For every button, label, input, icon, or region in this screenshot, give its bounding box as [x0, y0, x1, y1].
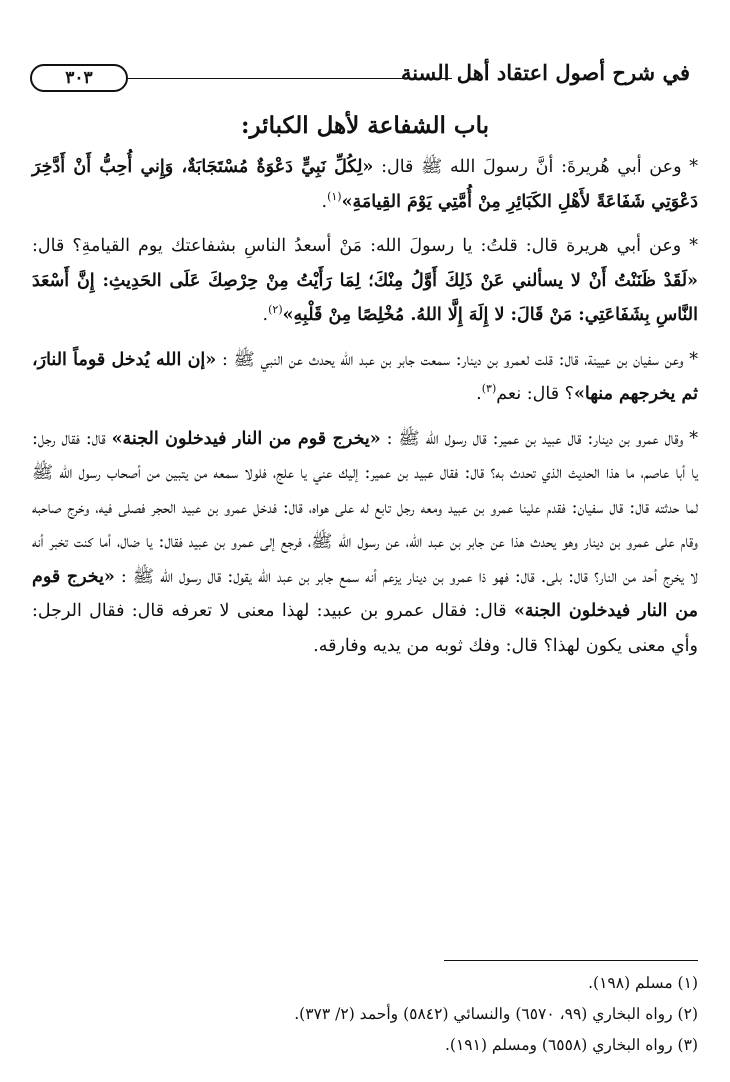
footnotes — [30, 968, 698, 1061]
paragraph-text: * وعن أبي هُريرةَ: أنَّ رسولَ الله ﷺ قال: — [373, 157, 698, 177]
hadith-text-2: «يخرج قوم من النار فيدخلون الجنة» — [32, 566, 698, 621]
hadith-text: «لِكُلِّ نَبِيٍّ دَعْوَةٌ مُسْتَجَابَةٌ، وَإِني أُحِبُّ أَنْ أَدَّخِرَ دَعْوَتِي شَفَاعَةً لأَهْلِ الكَبَائِرِ مِنْ أُمَّتِي يَوْمَ القِيامَةِ» — [32, 157, 698, 212]
paragraph-tail: ؟ قال: نعم — [496, 384, 574, 404]
footnote-ref: (٣) — [481, 382, 497, 396]
paragraph-3 — [32, 343, 698, 412]
paragraph-text: * وعن أبي هريرة قال: قلتُ: يا رسولَ الله: مَنْ أسعدُ الناسِ بشفاعتك يوم القيامةِ؟ قال: — [32, 236, 698, 256]
main-text — [32, 150, 698, 673]
paragraph-tail-2: قال: فقال عمرو بن عبيد: لهذا معنى لا تعرفه قال: فقال الرجل: وأي معنى يكون لهذا؟ قال: وفك ثوبه من يديه وفارقه. — [32, 601, 698, 656]
running-header — [30, 58, 690, 98]
book-title: في شرح أصول اعتقاد أهل السنة — [400, 60, 690, 85]
paragraph-text: * وقال عمرو بن دينار: قال عبيد بن عمير: قال رسول الله ﷺ : — [380, 428, 699, 449]
paragraph-end: . — [476, 384, 482, 404]
hadith-text: «إن الله يُدخل قوماً النارَ، ثم يخرجهم منها» — [32, 349, 698, 404]
paragraph-end: . — [321, 191, 328, 212]
footnote-1: (١) مسلم (١٩٨). — [588, 974, 698, 992]
paragraph-text: * وعن سفيان بن عيينة، قال: قلت لعمرو بن دينار: سمعت جابر بن عبد الله يحدث عن النبي ﷺ : — [216, 349, 698, 370]
hadith-text: «يخرج قوم من النار فيدخلون الجنة» — [111, 428, 381, 449]
footnote-ref: (٢) — [268, 303, 283, 317]
paragraph-4 — [32, 422, 698, 664]
page-number: ٣٠٣ — [30, 64, 128, 92]
footnote-ref: (١) — [327, 189, 342, 203]
hadith-text: «لَقَدْ ظَنَنْتُ أَنْ لا يسألني عَنْ ذَلِكَ أَوَّلُ مِنْكَ؛ لِمَا رَأَيْتُ مِنْ حِرْصِكَ عَلَى الحَدِيثِ: إِنَّ أَسْعَدَ النَّاسِ بِشَفَاعَتِي: مَنْ قَالَ: لا إِلَهَ إِلَّا اللهُ. مُخْلِصًا مِنْ قَلْبِهِ» — [32, 270, 698, 325]
paragraph-end: . — [262, 305, 269, 325]
paragraph-2 — [32, 229, 698, 333]
paragraph-1 — [32, 150, 698, 219]
chapter-title: باب الشفاعة لأهل الكبائر: — [241, 112, 489, 139]
footnote-2: (٢) رواه البخاري (٩٩، ٦٥٧٠) والنسائي (٥٨٤٢) وأحمد (٢/ ٣٧٣). — [294, 1005, 698, 1023]
footnote-3: (٣) رواه البخاري (٦٥٥٨) ومسلم (١٩١). — [444, 1036, 698, 1054]
paragraph-tail: قال: فقال رجل: يا أبا عاصم، ما هذا الحديث الذي تحدث به؟ قال: فقال عبيد بن عمير: إليك عني يا علج، فلولا سمعه من يتبين من أصحاب رسول الله ﷺ لما حدثته قال: قال سفيان: فقدم علينا عمرو بن عبيد ومعه رجل تابع له على هواه، قال: فدخل عمرو بن عبيد الحجر فصلى فيه، وخرج صاحبه وقام على عمرو بن دينار وهو يحدث هذا عن جابر بن عبد الله، عن رسول الله ﷺ، فرجع إلى عمرو بن عبيد فقال: يا ضال، أما كنت تخبر أنه لا يخرج أحد من النار؟ قال: بلى. قال: فهو ذا عمرو بن دينار يزعم أنه سمع جابر بن عبد الله يقول: قال رسول الله ﷺ : — [32, 428, 698, 587]
footnote-divider — [444, 960, 698, 961]
